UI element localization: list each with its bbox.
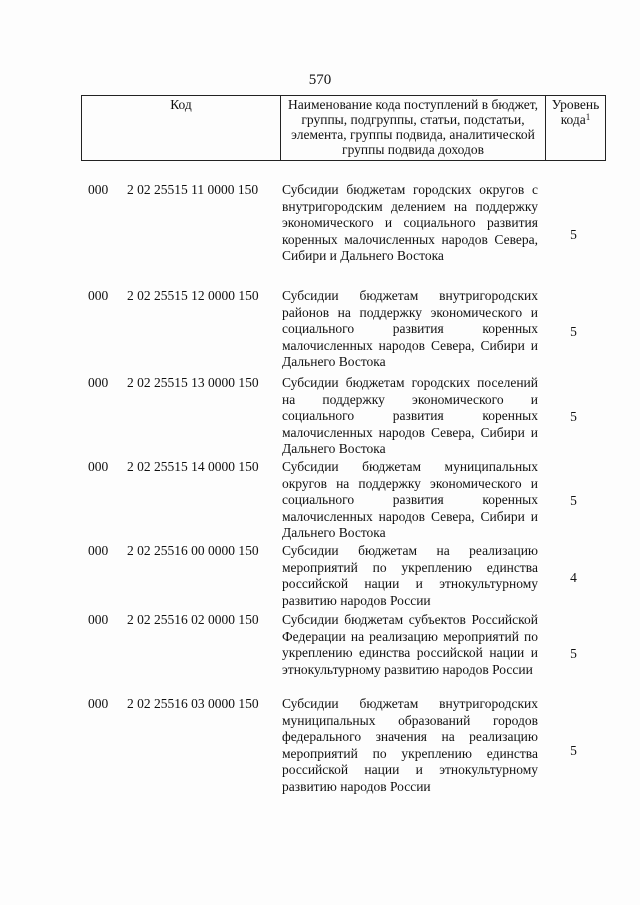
table-row [81, 182, 606, 288]
table-header [81, 95, 606, 161]
admin-code: 000 [88, 543, 109, 558]
revenue-code: 2 02 25516 02 0000 150 [127, 612, 259, 627]
code-level: 5 [570, 323, 577, 339]
revenue-code: 2 02 25515 11 0000 150 [127, 182, 259, 197]
admin-code: 000 [88, 182, 109, 197]
revenue-code: 2 02 25515 14 0000 150 [127, 459, 259, 474]
revenue-name: Субсидии бюджетам внутригородских муниципальных образований городов федерального значения на реализацию мероприятий по укреплению единства российской нации и этнокультурному развитию народов России [282, 696, 538, 794]
table-row [81, 459, 606, 543]
revenue-code: 2 02 25516 00 0000 150 [127, 543, 259, 558]
revenue-name: Субсидии бюджетам городских округов с внутригородским делением на поддержку экономического и социального развития коренных малочисленных народов Севера, Сибири и Дальнего Востока [282, 182, 538, 263]
code-level: 5 [570, 493, 577, 508]
header-name: Наименование кода поступлений в бюджет, группы, подгруппы, статьи, подстатьи, элемента, группы подвида, аналитической группы подвида доходов [281, 96, 546, 161]
code-level: 5 [570, 227, 577, 242]
table-row [81, 288, 606, 375]
revenue-code: 2 02 25516 03 0000 150 [127, 696, 259, 711]
table-row [81, 543, 606, 612]
code-level: 4 [570, 569, 577, 585]
code-level: 5 [570, 743, 577, 758]
revenue-name: Субсидии бюджетам муниципальных округов на поддержку экономического и социального развития коренных малочисленных народов Севера, Сибири и Дальнего Востока [282, 459, 538, 540]
table-row [81, 696, 606, 806]
header-level [546, 96, 606, 161]
table-body [81, 182, 606, 806]
revenue-name: Субсидии бюджетам городских поселений на поддержку экономического и социального развития коренных малочисленных народов Севера, Сибири и Дальнего Востока [282, 375, 538, 456]
revenue-name: Субсидии бюджетам на реализацию мероприятий по укреплению единства российской нации и этнокультурному развитию народов России [282, 543, 538, 608]
page-number: 570 [308, 72, 332, 88]
code-level: 5 [570, 409, 577, 424]
admin-code: 000 [88, 375, 109, 390]
admin-code: 000 [88, 459, 109, 474]
header-level-footnote: 1 [585, 112, 591, 122]
table-row [81, 612, 606, 696]
revenue-code: 2 02 25515 12 0000 150 [127, 288, 259, 303]
code-level: 5 [570, 646, 577, 661]
admin-code: 000 [88, 612, 109, 627]
header-code: Код [82, 96, 281, 161]
admin-code: 000 [88, 288, 109, 303]
revenue-code: 2 02 25515 13 0000 150 [127, 375, 259, 390]
table-row [81, 375, 606, 459]
admin-code: 000 [88, 696, 109, 711]
header-level-label: Уровень кода [551, 97, 600, 127]
revenue-name: Субсидии бюджетам внутригородских районов на поддержку экономического и социального развития коренных малочисленных народов Севера, Сибири и Дальнего Востока [282, 288, 538, 369]
revenue-name: Субсидии бюджетам субъектов Российской Федерации на реализацию мероприятий по укреплению единства российской нации и этнокультурному развитию народов России [282, 612, 538, 677]
